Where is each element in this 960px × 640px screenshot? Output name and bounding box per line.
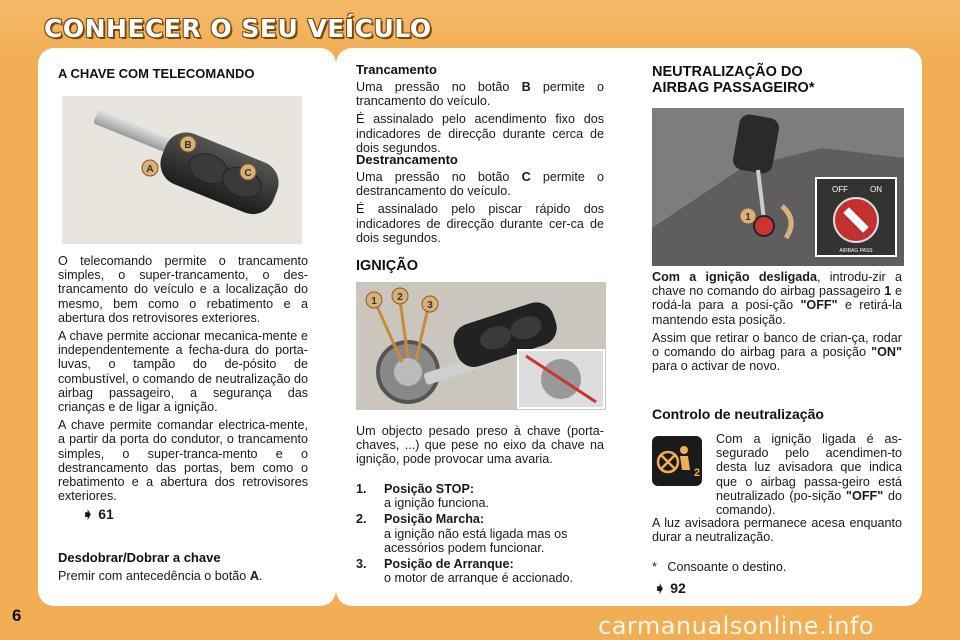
position-desc: a ignição não está ligada mas os acessórios podem funcionar. — [384, 526, 568, 555]
switch-caption: AIRBAG PASS — [839, 248, 873, 254]
fold-key-text — [58, 569, 262, 583]
remote-key-para-3: A chave permite comandar electrica-mente, a partir da porta do condutor, o trancamento simples, o super-tranca-mento e o destrancamento das portas, bem como o rebatimento e a abertura dos retrovisores exteriores. — [58, 418, 308, 504]
unlock-text — [356, 170, 604, 249]
unlock-para-1-a: Uma pressão no botão — [356, 170, 510, 184]
airbag-para-2 — [652, 331, 902, 374]
key-label-b: B — [184, 140, 192, 151]
page-ref-arrow-icon: ➧ — [82, 506, 94, 522]
position-label: Posição STOP: — [384, 482, 475, 496]
control-heading: Controlo de neutralização — [652, 406, 824, 422]
footnote-text: Consoante o destino. — [667, 560, 787, 574]
unlock-heading: Destrancamento — [356, 152, 458, 167]
unlock-button-ref: C — [521, 170, 531, 184]
remote-key-heading: A CHAVE COM TELECOMANDO — [58, 66, 255, 81]
lock-para-1-a: Uma pressão no botão — [356, 80, 510, 94]
page-ref-arrow-icon: ➧ — [654, 580, 666, 596]
airbag-switch-label-1: 1 — [745, 212, 751, 223]
airbag-para-1-num: 1 — [884, 284, 892, 299]
page-ref-number: 92 — [670, 580, 686, 596]
control-text-b: do comando). — [716, 488, 902, 518]
svg-text:2: 2 — [694, 467, 701, 479]
ignition-label-2: 2 — [397, 292, 403, 303]
remote-key-para-2: A chave permite accionar mecanica-mente e independentemente a fecha-dura do porta-luvas, o tampão do de-pósito de combustível, o comando de neutralização do airbag passageiro, a segurança das crianças e de ligar a ignição. — [58, 329, 308, 415]
lock-para-1-b: permite o trancamento do veículo. — [356, 80, 605, 109]
position-number: 3. — [356, 557, 367, 572]
remote-key-para-1: O telecomando permite o trancamento simples, o super-trancamento, o des-trancamento do veículo e a localização do mesmo, bem como o rebatimento e a abertura dos retrovisores exteriores. — [58, 254, 308, 325]
position-label: Posição Marcha: — [384, 512, 485, 527]
position-desc: a ignição funciona. — [384, 496, 490, 511]
control-text-off: "OFF" — [846, 488, 884, 503]
ignition-position-3 — [356, 557, 606, 585]
control-text — [716, 432, 902, 517]
airbag-para-2-b: para o activar de novo. — [652, 359, 781, 374]
fold-key-text-end: . — [258, 569, 263, 583]
airbag-para-2-on: "ON" — [871, 345, 902, 360]
key-label-c: C — [244, 168, 252, 179]
key-label-a: A — [146, 164, 154, 175]
airbag-text — [652, 270, 902, 377]
footnote-star: * — [652, 560, 657, 574]
ignition-heading: IGNIÇÃO — [356, 258, 419, 274]
ignition-warning-text: Um objecto pesado preso à chave (porta-chaves, ...) que pese no eixo da chave na ignição, pode provocar uma avaria. — [356, 424, 604, 467]
airbag-para-1-off: "OFF" — [800, 298, 838, 313]
unlock-para-1 — [356, 170, 604, 198]
airbag-para-1-bold: Com a ignição desligada — [652, 270, 817, 284]
position-number: 1. — [356, 482, 367, 496]
ignition-positions-list — [356, 482, 606, 587]
ignition-label-1: 1 — [371, 296, 377, 307]
airbag-heading-line-1: NEUTRALIZAÇÃO DO — [652, 64, 803, 80]
page-title: CONHECER O SEU VEÍCULO — [44, 14, 432, 43]
ignition-position-1 — [356, 482, 606, 510]
ignition-photo — [356, 282, 606, 410]
airbag-para-1 — [652, 270, 902, 327]
page-ref-number: 61 — [98, 506, 114, 522]
footnote — [652, 560, 786, 574]
airbag-switch-photo — [652, 108, 904, 266]
lock-para-1 — [356, 80, 604, 108]
fold-key-heading: Desdobrar/Dobrar a chave — [58, 550, 221, 565]
position-label: Posição de Arranque: — [384, 557, 514, 572]
page-number: 6 — [12, 606, 22, 625]
lock-text — [356, 80, 604, 159]
airbag-warning-light-icon — [652, 436, 702, 486]
ignition-position-2 — [356, 512, 606, 555]
watermark: carmanualsonline.info — [598, 612, 875, 640]
position-number: 2. — [356, 512, 367, 527]
page-ref-61[interactable] — [82, 506, 114, 524]
page-ref-92[interactable] — [654, 580, 686, 598]
ignition-label-3: 3 — [427, 300, 433, 311]
airbag-para-1-a: , introdu-zir a chave no comando do airbag passageiro — [652, 270, 902, 299]
remote-key-text — [58, 254, 308, 507]
lock-heading: Trancamento — [356, 62, 437, 77]
fold-key-text-main: Premir com antecedência o botão — [58, 569, 247, 583]
switch-on-label: ON — [870, 185, 882, 194]
position-desc: o motor de arranque é accionado. — [384, 571, 574, 586]
control-text-a: Com a ignição ligada é as-segurado pelo acendimen-to desta luz avisadora que indica que o airbag passa-geiro está neutralizado (po-sição — [716, 432, 902, 503]
airbag-heading-line-2: AIRBAG PASSAGEIRO* — [652, 80, 815, 96]
airbag-para-2-a: Assim que retirar o banco de crian-ça, rodar o comando do airbag para a posição — [652, 330, 902, 360]
lock-button-ref: B — [521, 80, 531, 94]
fold-key-button-ref: A — [249, 569, 259, 583]
remote-key-photo — [62, 96, 302, 244]
airbag-para-1-c: e retirá-la mantendo esta posição. — [652, 298, 902, 327]
switch-off-label: OFF — [832, 185, 848, 194]
unlock-para-2: É assinalado pelo piscar rápido dos indicadores de direcção durante cer-ca de dois segundos. — [356, 202, 604, 245]
lock-para-2: É assinalado pelo acendimento fixo dos indicadores de direcção durante cerca de dois segundos. — [356, 112, 604, 155]
unlock-para-1-b: permite o destrancamento do veículo. — [356, 170, 605, 199]
airbag-heading — [652, 64, 814, 96]
control-para-2: A luz avisadora permanece acesa enquanto durar a neutralização. — [652, 516, 902, 545]
airbag-para-1-b: e rodá-la para a posi-ção — [652, 284, 902, 313]
